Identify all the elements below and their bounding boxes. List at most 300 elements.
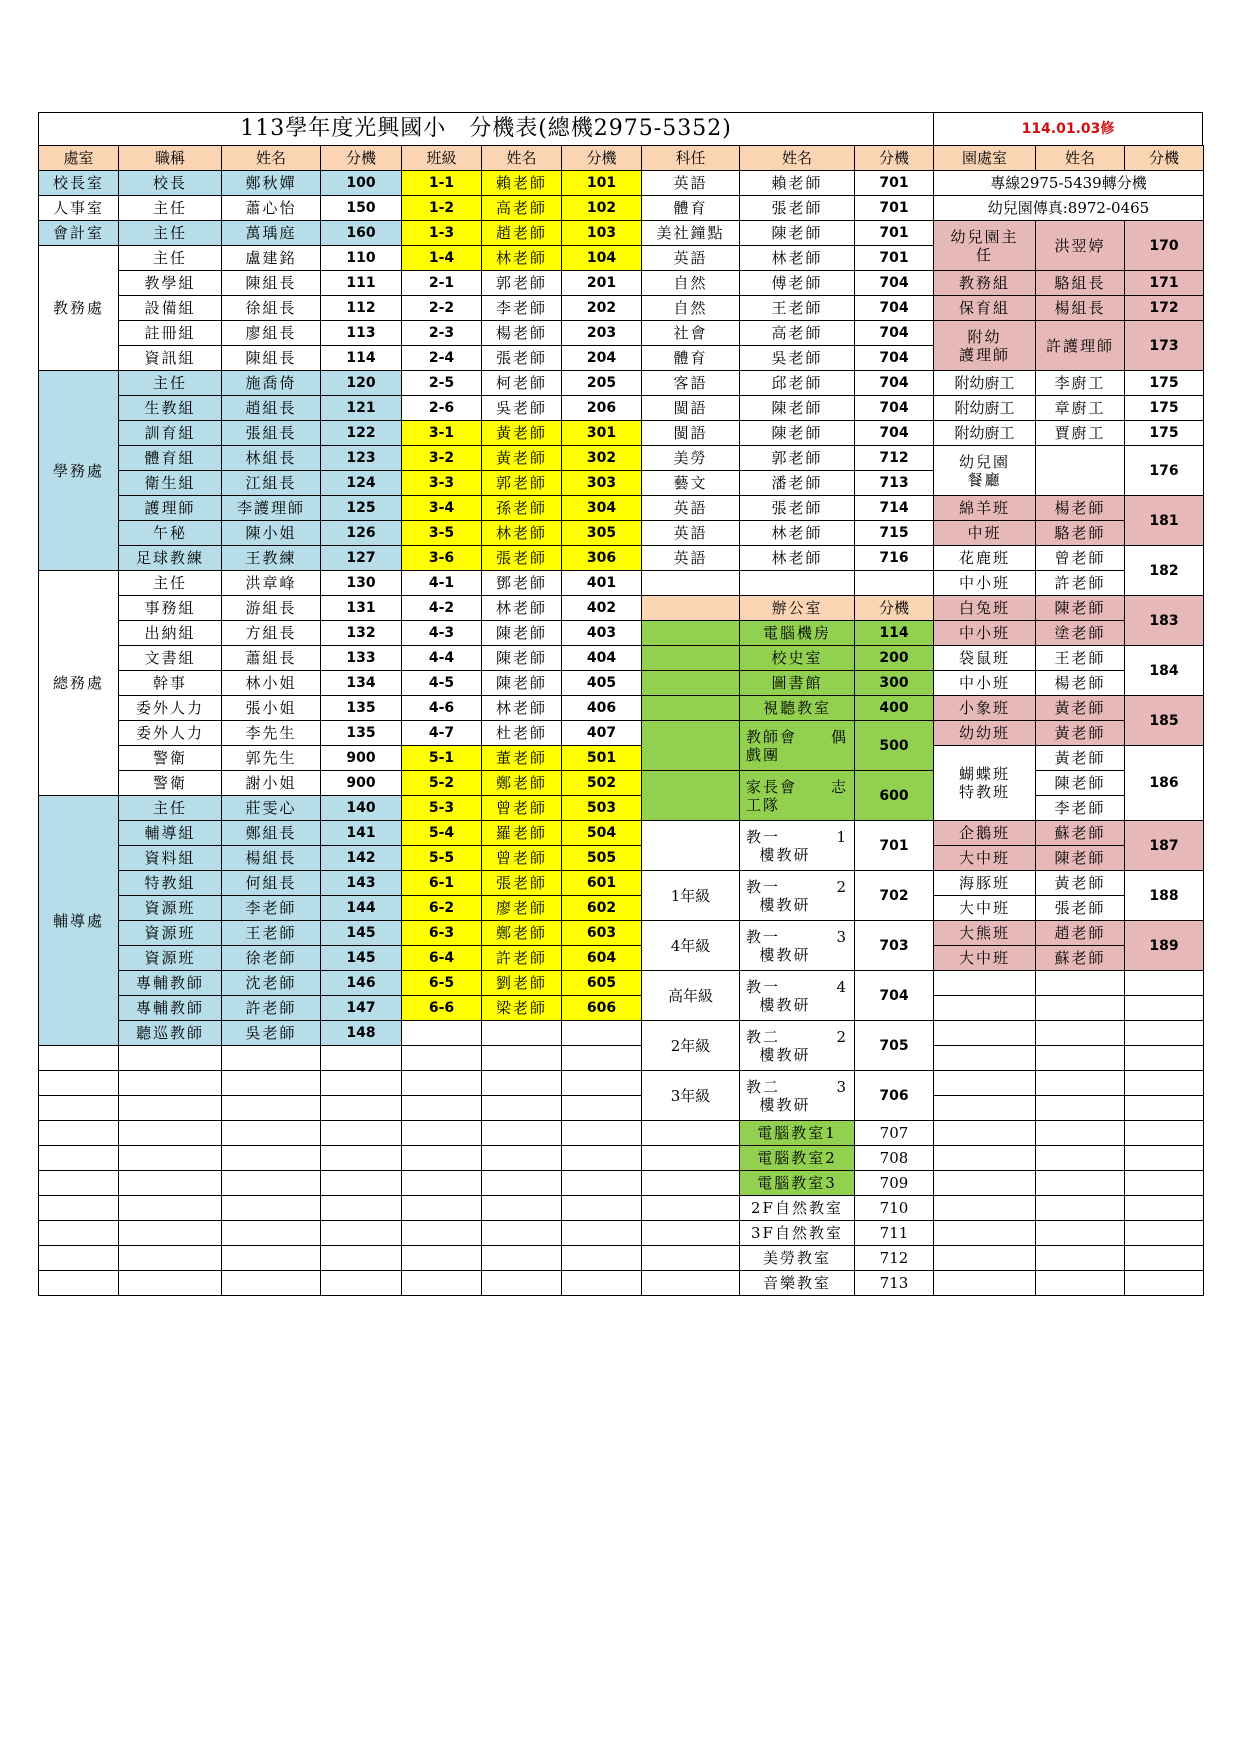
research-floor: 2 (836, 1027, 848, 1046)
subject-name: 社會 (642, 321, 740, 346)
table-row (39, 821, 1204, 846)
kinder-title: 附幼廚工 (934, 396, 1036, 421)
class-code: 5-2 (402, 771, 482, 796)
subject-teacher: 張老師 (740, 496, 855, 521)
kinder-name: 許護理師 (1036, 321, 1125, 371)
empty-cell (934, 1271, 1036, 1296)
extension-table (38, 145, 1204, 1296)
class-extension: 204 (562, 346, 642, 371)
subject-teacher: 林老師 (740, 521, 855, 546)
extension-sheet (38, 112, 1203, 1296)
class-extension: 203 (562, 321, 642, 346)
staff-name: 許老師 (222, 996, 321, 1021)
empty-cell (39, 1046, 119, 1071)
office-extension: 114 (855, 621, 934, 646)
kinder-name: 賈廚工 (1036, 421, 1125, 446)
kinder-teacher: 趙老師 (1036, 921, 1125, 946)
column-header: 科任 (642, 146, 740, 171)
room-name: 2F自然教室 (740, 1196, 855, 1221)
grade-label (642, 821, 740, 871)
kinder-teacher: 黃老師 (1036, 746, 1125, 771)
room-name: 美勞教室 (740, 1246, 855, 1271)
subject-name: 客語 (642, 371, 740, 396)
empty-cell (402, 1046, 482, 1071)
department-cell: 輔導處 (39, 796, 119, 1046)
class-code: 6-4 (402, 946, 482, 971)
empty-cell (119, 1171, 222, 1196)
table-row (39, 871, 1204, 896)
kinder-title (934, 221, 1036, 271)
empty-cell (934, 1196, 1036, 1221)
research-room (740, 821, 855, 871)
subject-name: 英語 (642, 546, 740, 571)
staff-title: 主任 (119, 221, 222, 246)
table-row (39, 446, 1204, 471)
kinder-extension: 175 (1125, 396, 1204, 421)
class-teacher: 張老師 (482, 546, 562, 571)
staff-extension: 122 (321, 421, 402, 446)
empty-cell (934, 1171, 1036, 1196)
class-teacher: 李老師 (482, 296, 562, 321)
staff-name: 陳組長 (222, 346, 321, 371)
table-row (39, 846, 1204, 871)
empty-cell (642, 1146, 740, 1171)
staff-title: 文書組 (119, 646, 222, 671)
title-row (38, 112, 1203, 145)
class-extension: 606 (562, 996, 642, 1021)
kinder-teacher: 黃老師 (1036, 871, 1125, 896)
empty-cell (1125, 1121, 1204, 1146)
staff-title: 聽巡教師 (119, 1021, 222, 1046)
subject-extension: 701 (855, 246, 934, 271)
table-row (39, 946, 1204, 971)
office-name-part: 戲團 (746, 745, 781, 764)
staff-name: 廖組長 (222, 321, 321, 346)
staff-title: 主任 (119, 796, 222, 821)
class-teacher: 董老師 (482, 746, 562, 771)
staff-extension: 143 (321, 871, 402, 896)
staff-name: 徐組長 (222, 296, 321, 321)
empty-cell (1125, 1146, 1204, 1171)
research-extension: 704 (855, 971, 934, 1021)
empty-cell (642, 671, 740, 696)
class-extension: 301 (562, 421, 642, 446)
staff-title: 護理師 (119, 496, 222, 521)
class-teacher: 許老師 (482, 946, 562, 971)
class-extension: 406 (562, 696, 642, 721)
room-extension: 713 (855, 1271, 934, 1296)
staff-title: 特教組 (119, 871, 222, 896)
subject-extension: 704 (855, 396, 934, 421)
empty-cell (482, 1021, 562, 1046)
staff-title: 教學組 (119, 271, 222, 296)
empty-cell (39, 1246, 119, 1271)
empty-cell (934, 996, 1036, 1021)
staff-title: 訓育組 (119, 421, 222, 446)
kinder-class: 袋鼠班 (934, 646, 1036, 671)
class-extension: 601 (562, 871, 642, 896)
research-room (740, 971, 855, 1021)
staff-name: 趙組長 (222, 396, 321, 421)
kinder-name: 李廚工 (1036, 371, 1125, 396)
empty-cell (402, 1121, 482, 1146)
empty-cell (482, 1046, 562, 1071)
class-code: 3-2 (402, 446, 482, 471)
class-code: 2-4 (402, 346, 482, 371)
office-name: 圖書館 (740, 671, 855, 696)
kinder-class-group: 中小班 (934, 621, 1036, 646)
subject-teacher: 吳老師 (740, 346, 855, 371)
staff-title: 生教組 (119, 396, 222, 421)
table-row (39, 971, 1204, 996)
class-code: 2-2 (402, 296, 482, 321)
empty-cell (934, 1046, 1036, 1071)
room-extension: 707 (855, 1121, 934, 1146)
kinder-extension: 181 (1125, 496, 1204, 546)
class-teacher: 高老師 (482, 196, 562, 221)
subject-extension: 701 (855, 171, 934, 196)
column-header: 姓名 (740, 146, 855, 171)
kinder-class-group: 幼幼班 (934, 721, 1036, 746)
staff-extension: 125 (321, 496, 402, 521)
empty-cell (402, 1171, 482, 1196)
empty-cell (119, 1196, 222, 1221)
staff-extension: 132 (321, 621, 402, 646)
staff-extension: 112 (321, 296, 402, 321)
staff-extension: 120 (321, 371, 402, 396)
empty-cell (1036, 1171, 1125, 1196)
research-extension: 703 (855, 921, 934, 971)
class-code: 4-6 (402, 696, 482, 721)
subject-name: 閩語 (642, 396, 740, 421)
staff-title: 警衛 (119, 746, 222, 771)
class-teacher: 楊老師 (482, 321, 562, 346)
research-extension: 701 (855, 821, 934, 871)
subject-extension: 704 (855, 321, 934, 346)
empty-cell (1125, 1046, 1204, 1071)
class-extension: 206 (562, 396, 642, 421)
empty-cell (642, 1271, 740, 1296)
empty-cell (119, 1096, 222, 1121)
staff-title: 資訊組 (119, 346, 222, 371)
table-row (39, 271, 1204, 296)
kinder-title (934, 446, 1036, 496)
office-header: 辦公室 (740, 596, 855, 621)
staff-name: 李老師 (222, 896, 321, 921)
research-building: 教一 (746, 877, 781, 896)
research-floor: 1 (836, 827, 848, 846)
class-extension: 101 (562, 171, 642, 196)
staff-extension: 111 (321, 271, 402, 296)
empty-cell (1125, 1246, 1204, 1271)
staff-title: 設備組 (119, 296, 222, 321)
class-code: 5-5 (402, 846, 482, 871)
class-teacher: 張老師 (482, 871, 562, 896)
staff-extension: 134 (321, 671, 402, 696)
kinder-teacher: 楊老師 (1036, 671, 1125, 696)
staff-name: 鄭組長 (222, 821, 321, 846)
office-name (740, 771, 855, 821)
kinder-title-part: 護理師 (958, 345, 1010, 364)
class-teacher: 黃老師 (482, 421, 562, 446)
subject-name: 美社鐘點 (642, 221, 740, 246)
staff-extension: 135 (321, 696, 402, 721)
kinder-teacher: 李老師 (1036, 796, 1125, 821)
class-teacher: 陳老師 (482, 646, 562, 671)
research-floor: 2 (836, 877, 848, 896)
office-extension: 600 (855, 771, 934, 821)
class-code: 4-4 (402, 646, 482, 671)
empty-cell (1036, 1021, 1125, 1046)
empty-cell (1036, 1046, 1125, 1071)
table-row (39, 621, 1204, 646)
staff-name: 沈老師 (222, 971, 321, 996)
class-teacher: 陳老師 (482, 671, 562, 696)
staff-extension: 121 (321, 396, 402, 421)
kinder-extension: 188 (1125, 871, 1204, 921)
staff-name: 陳小姐 (222, 521, 321, 546)
kinder-teacher: 曾老師 (1036, 546, 1125, 571)
empty-cell (39, 1196, 119, 1221)
subject-extension: 704 (855, 421, 934, 446)
research-building: 教一 (746, 927, 781, 946)
empty-cell (562, 1246, 642, 1271)
extension-table-body (39, 146, 1204, 1296)
staff-extension: 142 (321, 846, 402, 871)
staff-title: 輔導組 (119, 821, 222, 846)
empty-cell (934, 1071, 1036, 1096)
kinder-name: 駱組長 (1036, 271, 1125, 296)
research-floor: 3 (836, 927, 848, 946)
kinder-teacher: 王老師 (1036, 646, 1125, 671)
empty-cell (119, 1146, 222, 1171)
kinder-teacher: 塗老師 (1036, 621, 1125, 646)
room-extension: 711 (855, 1221, 934, 1246)
empty-cell (642, 1221, 740, 1246)
staff-extension: 148 (321, 1021, 402, 1046)
empty-cell (562, 1021, 642, 1046)
empty-cell (482, 1071, 562, 1096)
empty-cell (39, 1221, 119, 1246)
empty-cell (1125, 996, 1204, 1021)
subject-name: 體育 (642, 196, 740, 221)
empty-cell (1036, 996, 1125, 1021)
table-row (39, 746, 1204, 771)
office-name: 電腦機房 (740, 621, 855, 646)
staff-extension: 145 (321, 946, 402, 971)
staff-name: 王教練 (222, 546, 321, 571)
staff-extension: 900 (321, 771, 402, 796)
class-code: 3-6 (402, 546, 482, 571)
staff-title: 足球教練 (119, 546, 222, 571)
research-room: 樓教研 (759, 895, 811, 914)
staff-name: 江組長 (222, 471, 321, 496)
research-building: 教一 (746, 977, 781, 996)
staff-title: 警衛 (119, 771, 222, 796)
staff-extension: 150 (321, 196, 402, 221)
table-row (39, 1146, 1204, 1171)
class-code: 4-1 (402, 571, 482, 596)
column-header: 職稱 (119, 146, 222, 171)
staff-title: 專輔教師 (119, 971, 222, 996)
subject-teacher: 郭老師 (740, 446, 855, 471)
staff-name: 吳老師 (222, 1021, 321, 1046)
department-cell: 教務處 (39, 246, 119, 371)
room-name: 電腦教室1 (740, 1121, 855, 1146)
kinder-extension: 185 (1125, 696, 1204, 746)
empty-cell (934, 971, 1036, 996)
table-row (39, 221, 1204, 246)
office-extension: 300 (855, 671, 934, 696)
kinder-class: 海豚班 (934, 871, 1036, 896)
empty-cell (402, 1071, 482, 1096)
class-teacher: 曾老師 (482, 796, 562, 821)
staff-name: 郭先生 (222, 746, 321, 771)
class-extension: 302 (562, 446, 642, 471)
table-row (39, 421, 1204, 446)
kinder-name: 洪翌婷 (1036, 221, 1125, 271)
empty-cell (855, 571, 934, 596)
empty-cell (1125, 1196, 1204, 1221)
empty-cell (321, 1196, 402, 1221)
staff-extension: 131 (321, 596, 402, 621)
kinder-class-group: 中小班 (934, 671, 1036, 696)
empty-cell (321, 1146, 402, 1171)
class-code: 2-3 (402, 321, 482, 346)
office-extension: 500 (855, 721, 934, 771)
kinder-class: 蝴蝶班 (958, 765, 1010, 783)
empty-cell (642, 771, 740, 821)
class-teacher: 陳老師 (482, 621, 562, 646)
staff-name: 方組長 (222, 621, 321, 646)
class-code: 6-1 (402, 871, 482, 896)
empty-cell (39, 1121, 119, 1146)
subject-teacher: 陳老師 (740, 221, 855, 246)
class-teacher: 鄧老師 (482, 571, 562, 596)
kinder-teacher: 許老師 (1036, 571, 1125, 596)
subject-name: 美勞 (642, 446, 740, 471)
empty-cell (562, 1096, 642, 1121)
subject-teacher: 高老師 (740, 321, 855, 346)
column-header: 姓名 (482, 146, 562, 171)
kinder-title-part: 餐廳 (967, 470, 1002, 489)
subject-extension: 701 (855, 196, 934, 221)
kinder-class: 企鵝班 (934, 821, 1036, 846)
empty-cell (934, 1096, 1036, 1121)
empty-cell (562, 1271, 642, 1296)
empty-cell (642, 1171, 740, 1196)
department-cell: 人事室 (39, 196, 119, 221)
empty-cell (642, 721, 740, 771)
kinder-fax: 幼兒園傳真:8972-0465 (934, 196, 1204, 221)
grade-label: 3年級 (642, 1071, 740, 1121)
staff-title: 主任 (119, 196, 222, 221)
research-extension: 702 (855, 871, 934, 921)
table-row (39, 1221, 1204, 1246)
empty-cell (482, 1096, 562, 1121)
kinder-teacher: 蘇老師 (1036, 821, 1125, 846)
kinder-title: 教務組 (934, 271, 1036, 296)
class-teacher: 賴老師 (482, 171, 562, 196)
empty-cell (1125, 1071, 1204, 1096)
grade-label: 高年級 (642, 971, 740, 1021)
staff-extension: 135 (321, 721, 402, 746)
subject-extension: 701 (855, 221, 934, 246)
class-teacher: 梁老師 (482, 996, 562, 1021)
kinder-title: 保育組 (934, 296, 1036, 321)
kinder-name: 章廚工 (1036, 396, 1125, 421)
class-extension: 502 (562, 771, 642, 796)
staff-extension: 113 (321, 321, 402, 346)
class-extension: 405 (562, 671, 642, 696)
class-teacher: 柯老師 (482, 371, 562, 396)
class-extension: 402 (562, 596, 642, 621)
room-name: 電腦教室3 (740, 1171, 855, 1196)
staff-name: 鄭秋嬋 (222, 171, 321, 196)
kinder-class: 小象班 (934, 696, 1036, 721)
staff-extension: 140 (321, 796, 402, 821)
kinder-extension: 175 (1125, 421, 1204, 446)
table-row (39, 496, 1204, 521)
class-code: 6-5 (402, 971, 482, 996)
empty-cell (562, 1146, 642, 1171)
office-extension: 200 (855, 646, 934, 671)
class-code: 6-2 (402, 896, 482, 921)
table-row (39, 1246, 1204, 1271)
subject-extension: 712 (855, 446, 934, 471)
kinder-extension: 173 (1125, 321, 1204, 371)
staff-title: 委外人力 (119, 721, 222, 746)
research-room (740, 871, 855, 921)
kinder-class-group: 特教班 (958, 783, 1010, 801)
staff-extension: 147 (321, 996, 402, 1021)
kinder-extension: 182 (1125, 546, 1204, 596)
kinder-class-group: 大中班 (934, 846, 1036, 871)
department-cell: 會計室 (39, 221, 119, 246)
empty-cell (321, 1221, 402, 1246)
class-code: 3-5 (402, 521, 482, 546)
empty-cell (321, 1046, 402, 1071)
empty-cell (222, 1171, 321, 1196)
subject-extension: 704 (855, 271, 934, 296)
class-code: 2-5 (402, 371, 482, 396)
subject-extension: 713 (855, 471, 934, 496)
table-row (39, 196, 1204, 221)
class-code: 2-1 (402, 271, 482, 296)
research-room (740, 921, 855, 971)
class-teacher: 林老師 (482, 246, 562, 271)
empty-cell (402, 1146, 482, 1171)
research-floor: 3 (836, 1077, 848, 1096)
staff-name: 陳組長 (222, 271, 321, 296)
staff-extension: 114 (321, 346, 402, 371)
table-row (39, 1021, 1204, 1046)
staff-extension: 126 (321, 521, 402, 546)
subject-teacher: 王老師 (740, 296, 855, 321)
kinder-title-part: 幼兒園 (958, 452, 1010, 471)
empty-cell (482, 1221, 562, 1246)
empty-cell (642, 621, 740, 646)
empty-cell (1125, 971, 1204, 996)
empty-cell (222, 1121, 321, 1146)
class-code: 1-2 (402, 196, 482, 221)
empty-cell (642, 596, 740, 621)
column-header: 分機 (562, 146, 642, 171)
empty-cell (321, 1246, 402, 1271)
column-header: 處室 (39, 146, 119, 171)
kinder-teacher: 蘇老師 (1036, 946, 1125, 971)
empty-cell (1036, 1246, 1125, 1271)
